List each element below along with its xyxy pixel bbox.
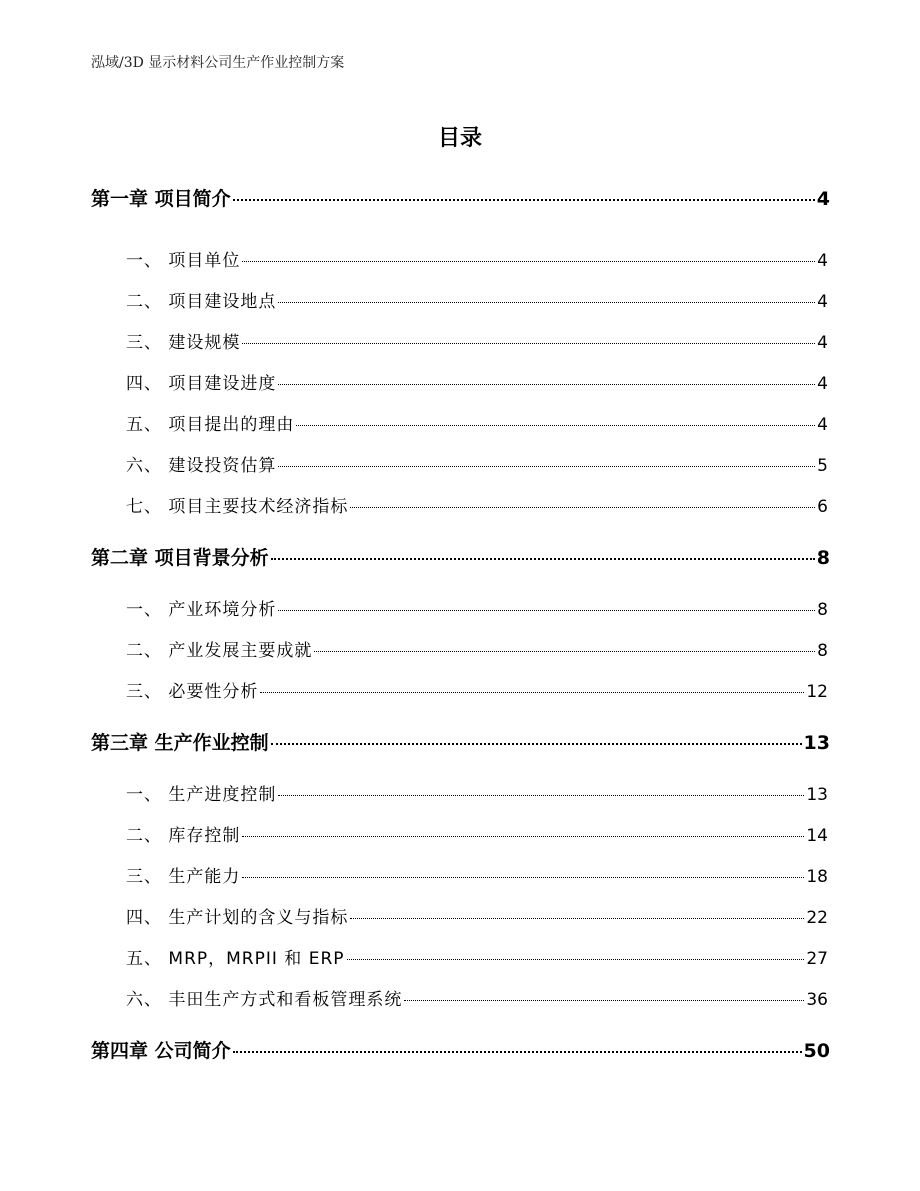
toc-section[interactable] [126,944,828,969]
dot-leader [350,918,804,919]
dot-leader [233,199,815,201]
toc-title: 目录 [437,126,482,151]
toc-page-number: 18 [806,867,828,887]
toc-entry-label: 三、 生产能力 [126,867,241,887]
toc-entry-label: 五、 项目提出的理由 [126,415,295,435]
toc-section[interactable] [126,595,828,620]
toc-section[interactable] [126,287,828,312]
dot-leader [278,302,815,303]
toc-chapter-3[interactable] [91,728,830,755]
toc-page-number: 13 [803,732,830,754]
dot-leader [271,558,815,560]
dot-leader [278,384,815,385]
toc-entry-label: 四、 项目建设进度 [126,374,277,394]
toc-entry-label: 二、 产业发展主要成就 [126,641,313,661]
toc-entry-label: 一、 生产进度控制 [126,785,277,805]
toc-entry-label: 二、 项目建设地点 [126,292,277,312]
toc-page-number: 4 [817,251,828,271]
toc-page-number: 6 [817,497,828,517]
toc-page-number: 4 [817,333,828,353]
toc-entry-label: 一、 产业环境分析 [126,600,277,620]
page-header: 泓域/3D 显示材料公司生产作业控制方案 [91,55,345,71]
toc-entry-label: 第一章 项目简介 [91,188,231,210]
toc-page-number: 4 [817,292,828,312]
toc-section[interactable] [126,492,828,517]
toc-section[interactable] [126,985,828,1010]
dot-leader [242,261,815,262]
dot-leader [260,692,804,693]
toc-entry-label: 第二章 项目背景分析 [91,547,269,569]
toc-entry-label: 五、 MRP，MRPII 和 ERP [126,949,345,969]
toc-entry-label: 六、 丰田生产方式和看板管理系统 [126,990,403,1010]
dot-leader [350,507,815,508]
toc-section[interactable] [126,677,828,702]
toc-section[interactable] [126,328,828,353]
toc-page-number: 4 [817,374,828,394]
toc-page-number: 13 [806,785,828,805]
toc-entry-label: 三、 必要性分析 [126,682,259,702]
dot-leader [404,1000,804,1001]
toc-page-number: 50 [803,1040,830,1062]
dot-leader [278,795,804,796]
toc-entry-label: 第四章 公司简介 [91,1040,231,1062]
toc-section[interactable] [126,451,828,476]
toc-page-number: 5 [817,456,828,476]
toc-page-number: 4 [817,415,828,435]
dot-leader [271,743,802,745]
toc-page-number: 8 [817,641,828,661]
toc-page-number: 22 [806,908,828,928]
toc-section[interactable] [126,821,828,846]
dot-leader [278,466,815,467]
toc-page-number: 4 [816,188,830,210]
toc-section[interactable] [126,369,828,394]
toc-entry-label: 一、 项目单位 [126,251,241,271]
toc-entry-label: 第三章 生产作业控制 [91,732,269,754]
dot-leader [296,425,815,426]
toc-section[interactable] [126,780,828,805]
toc-page-number: 12 [806,682,828,702]
toc-page-number: 8 [816,547,830,569]
toc-entry-label: 二、 库存控制 [126,826,241,846]
toc-section[interactable] [126,246,828,271]
toc-chapter-2[interactable] [91,543,830,570]
toc-section[interactable] [126,636,828,661]
toc-entry-label: 六、 建设投资估算 [126,456,277,476]
toc-section[interactable] [126,410,828,435]
dot-leader [233,1051,802,1053]
dot-leader [347,959,805,960]
dot-leader [278,610,815,611]
dot-leader [314,651,815,652]
toc-entry-label: 四、 生产计划的含义与指标 [126,908,349,928]
toc-page-number: 27 [806,949,828,969]
dot-leader [242,877,804,878]
toc-entry-label: 七、 项目主要技术经济指标 [126,497,349,517]
toc-page-number: 8 [817,600,828,620]
dot-leader [242,836,804,837]
toc-page-number: 36 [806,990,828,1010]
toc-chapter-1[interactable] [91,184,830,211]
toc-chapter-4[interactable] [91,1036,830,1063]
dot-leader [242,343,815,344]
toc-entry-label: 三、 建设规模 [126,333,241,353]
toc-section[interactable] [126,862,828,887]
toc-section[interactable] [126,903,828,928]
toc-page-number: 14 [806,826,828,846]
